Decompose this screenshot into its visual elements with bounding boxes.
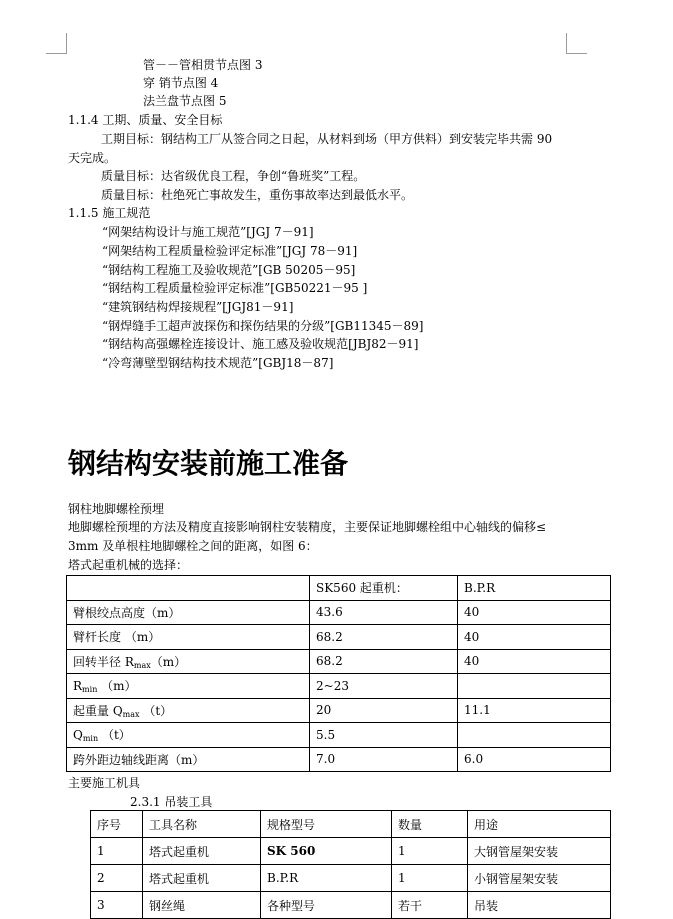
- paragraph-line: 3mm 及单根柱地脚螺栓之间的距离，如图 6：: [68, 539, 318, 553]
- table-cell: SK560 起重机：: [310, 576, 458, 601]
- crop-mark-top-left: [46, 33, 67, 54]
- label-unit: （t）: [98, 728, 131, 743]
- table-cell: 5.5: [310, 723, 458, 748]
- table-row: [67, 723, 611, 748]
- table-cell: 臂杆长度 （m）: [67, 625, 310, 650]
- table-cell: 2~23: [310, 674, 458, 699]
- standard-item: “建筑钢结构焊接规程”[JGJ81－91]: [102, 300, 294, 314]
- tool-table: [90, 810, 611, 919]
- standard-item: “网架结构设计与施工规范”[JGJ 7－91]: [102, 225, 314, 239]
- table-cell: [67, 723, 310, 748]
- table-row: [67, 576, 611, 601]
- table-cell: [67, 698, 310, 723]
- table-row: [91, 865, 611, 892]
- table-row: [67, 747, 611, 772]
- table-row: [67, 600, 611, 625]
- table-cell: [67, 674, 310, 699]
- label-text: Q: [73, 728, 83, 743]
- table-cell: 20: [310, 698, 458, 723]
- paragraph-line: 地脚螺栓预埋的方法及精度直接影响钢柱安装精度，主要保证地脚螺栓组中心轴线的偏移≤: [68, 520, 547, 534]
- section-heading: 1.1.4 工期、质量、安全目标: [68, 113, 223, 127]
- table-cell: 用途: [468, 811, 611, 838]
- crane-spec-table: [66, 575, 611, 772]
- table-row: [67, 698, 611, 723]
- table-row: [91, 838, 611, 865]
- table-cell: 小钢管屋架安装: [468, 865, 611, 892]
- table-cell: 7.0: [310, 747, 458, 772]
- label-text: 起重量 Q: [73, 703, 123, 718]
- table-cell: 塔式起重机: [143, 838, 261, 865]
- table-cell: 数量: [392, 811, 468, 838]
- label-subscript: max: [122, 709, 140, 719]
- paragraph-line: 质量目标：杜绝死亡事故发生，重伤事故率达到最低水平。: [101, 188, 414, 202]
- standard-item: “钢结构高强螺栓连接设计、施工感及验收规范[JBJ82－91]: [102, 337, 419, 351]
- standard-item: “钢结构工程施工及验收规范”[GB 50205－95]: [102, 263, 356, 277]
- table-cell: 臂根绞点高度（m）: [67, 600, 310, 625]
- table-cell: 3: [91, 892, 143, 919]
- table-cell: 68.2: [310, 649, 458, 674]
- table-row: [91, 892, 611, 919]
- paragraph-line: 钢柱地脚螺栓预埋: [68, 502, 165, 516]
- table-cell: 1: [91, 838, 143, 865]
- table-cell: [458, 723, 611, 748]
- table-cell: SK 560: [261, 838, 392, 865]
- table-cell: 吊装: [468, 892, 611, 919]
- table-row: [91, 811, 611, 838]
- paragraph-line: 塔式起重机械的选择：: [68, 558, 189, 572]
- table-row: [67, 649, 611, 674]
- table-cell: 40: [458, 649, 611, 674]
- table-cell: 43.6: [310, 600, 458, 625]
- table-cell: B.P.R: [261, 865, 392, 892]
- crop-mark-top-right: [566, 33, 587, 54]
- table-row: [67, 674, 611, 699]
- paragraph-line: 工期目标：钢结构工厂从签合同之日起，从材料到场（甲方供料）到安装完毕共需 90: [101, 132, 553, 146]
- standard-item: “冷弯薄壁型钢结构技术规范”[GBJ18－87]: [102, 356, 334, 370]
- table-row: [67, 625, 611, 650]
- table-cell: 1: [392, 838, 468, 865]
- label-unit: （m）: [150, 654, 187, 669]
- label-unit: （m）: [97, 679, 137, 694]
- table-cell: 大钢管屋架安装: [468, 838, 611, 865]
- table-cell: 6.0: [458, 747, 611, 772]
- section-heading: 1.1.5 施工规范: [68, 206, 151, 220]
- figure-ref-line: 管－－管相贯节点图 3: [143, 58, 263, 72]
- paragraph-line: 天完成。: [68, 151, 117, 165]
- paragraph-line: 质量目标：达省级优良工程，争创“鲁班奖”工程。: [101, 169, 366, 183]
- figure-ref-line: 法兰盘节点图 5: [143, 94, 227, 108]
- standard-item: “钢结构工程质量检验评定标准”[GB50221－95 ]: [102, 281, 368, 295]
- table-cell: 跨外距边轴线距离（m）: [67, 747, 310, 772]
- paragraph-line: 主要施工机具: [68, 776, 141, 790]
- table-cell: 2: [91, 865, 143, 892]
- table-cell: 工具名称: [143, 811, 261, 838]
- table-cell: 各种型号: [261, 892, 392, 919]
- label-subscript: min: [82, 734, 99, 744]
- table-cell: [458, 674, 611, 699]
- table-cell: 40: [458, 625, 611, 650]
- figure-ref-line: 穿 销节点图 4: [143, 76, 219, 90]
- label-text: R: [73, 679, 83, 694]
- label-subscript: max: [133, 660, 151, 670]
- table-cell: 11.1: [458, 698, 611, 723]
- table-cell: B.P.R: [458, 576, 611, 601]
- label-subscript: min: [82, 685, 98, 695]
- table-cell: 钢丝绳: [143, 892, 261, 919]
- table-cell: 40: [458, 600, 611, 625]
- table-cell: 68.2: [310, 625, 458, 650]
- table-cell: [67, 576, 310, 601]
- standard-item: “钢焊缝手工超声波探伤和探伤结果的分级”[GB11345－89]: [102, 319, 424, 333]
- standard-item: “网架结构工程质量检验评定标准”[JGJ 78－91]: [102, 244, 358, 258]
- table-cell: 1: [392, 865, 468, 892]
- section-title: 钢结构安装前施工准备: [68, 447, 349, 480]
- table-cell: 塔式起重机: [143, 865, 261, 892]
- table-cell: 序号: [91, 811, 143, 838]
- table-cell: 规格型号: [261, 811, 392, 838]
- subsection-heading: 2.3.1 吊装工具: [130, 795, 213, 809]
- label-unit: （t）: [139, 703, 173, 718]
- table-cell: 若干: [392, 892, 468, 919]
- table-cell: [67, 649, 310, 674]
- label-text: 回转半径 R: [73, 654, 134, 669]
